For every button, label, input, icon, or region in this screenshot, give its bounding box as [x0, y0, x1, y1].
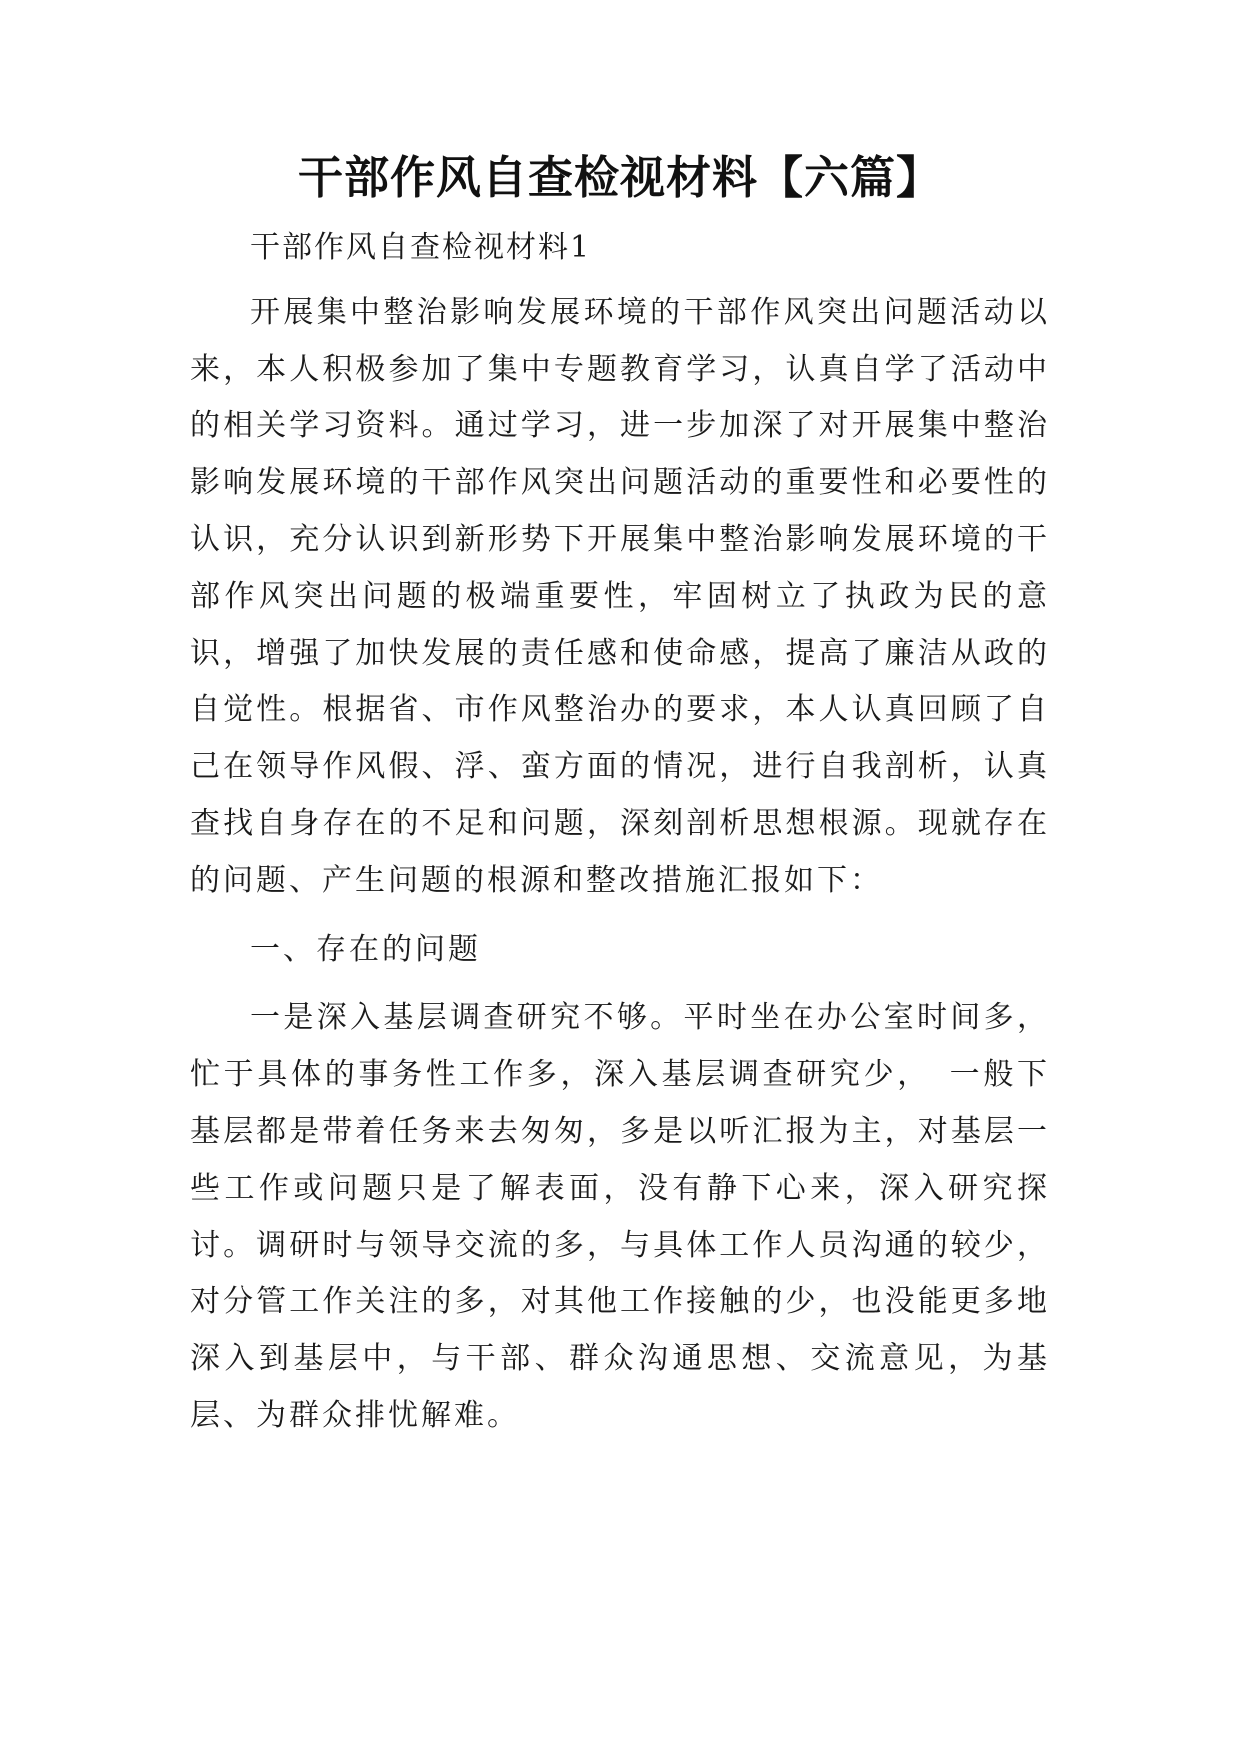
document-title: 干部作风自查检视材料【六篇】	[297, 151, 942, 204]
section-heading: 一、存在的问题	[250, 931, 481, 967]
paragraph-intro: 开展集中整治影响发展环境的干部作风突出问题活动以来，本人积极参加了集中专题教育学习，认真自学了活动中的相关学习资料。通过学习，进一步加深了对开展集中整治影响发展环境的干部作风突出问题活动的重要性和必要性的认识，充分认识到新形势下开展集中整治影响发展环境的干部作风突出问题的极端重要性，牢固树立了执政为民的意识，增强了加快发展的责任感和使命感，提高了廉洁从政的自觉性。根据省、市作风整治办的要求，本人认真回顾了自己在领导作风假、浮、蛮方面的情况，进行自我剖析，认真查找自身存在的不足和问题，深刻剖析思想根源。现就存在的问题、产生问题的根源和整改措施汇报如下：	[190, 294, 1050, 898]
paragraph-issue-1: 一是深入基层调查研究不够。平时坐在办公室时间多，忙于具体的事务性工作多，深入基层调查研究少， 一般下基层都是带着任务来去匆匆，多是以听汇报为主，对基层一些工作或问题只是了解表面，没有静下心来，深入研究探讨。调研时与领导交流的多，与具体工作人员沟通的较少，对分管工作关注的多，对其他工作接触的少，也没能更多地深入到基层中，与干部、群众沟通思想、交流意见，为基层、为群众排忧解难。	[190, 1000, 1050, 1433]
document-body	[190, 220, 1050, 1445]
document-subtitle: 干部作风自查检视材料1	[250, 230, 592, 265]
